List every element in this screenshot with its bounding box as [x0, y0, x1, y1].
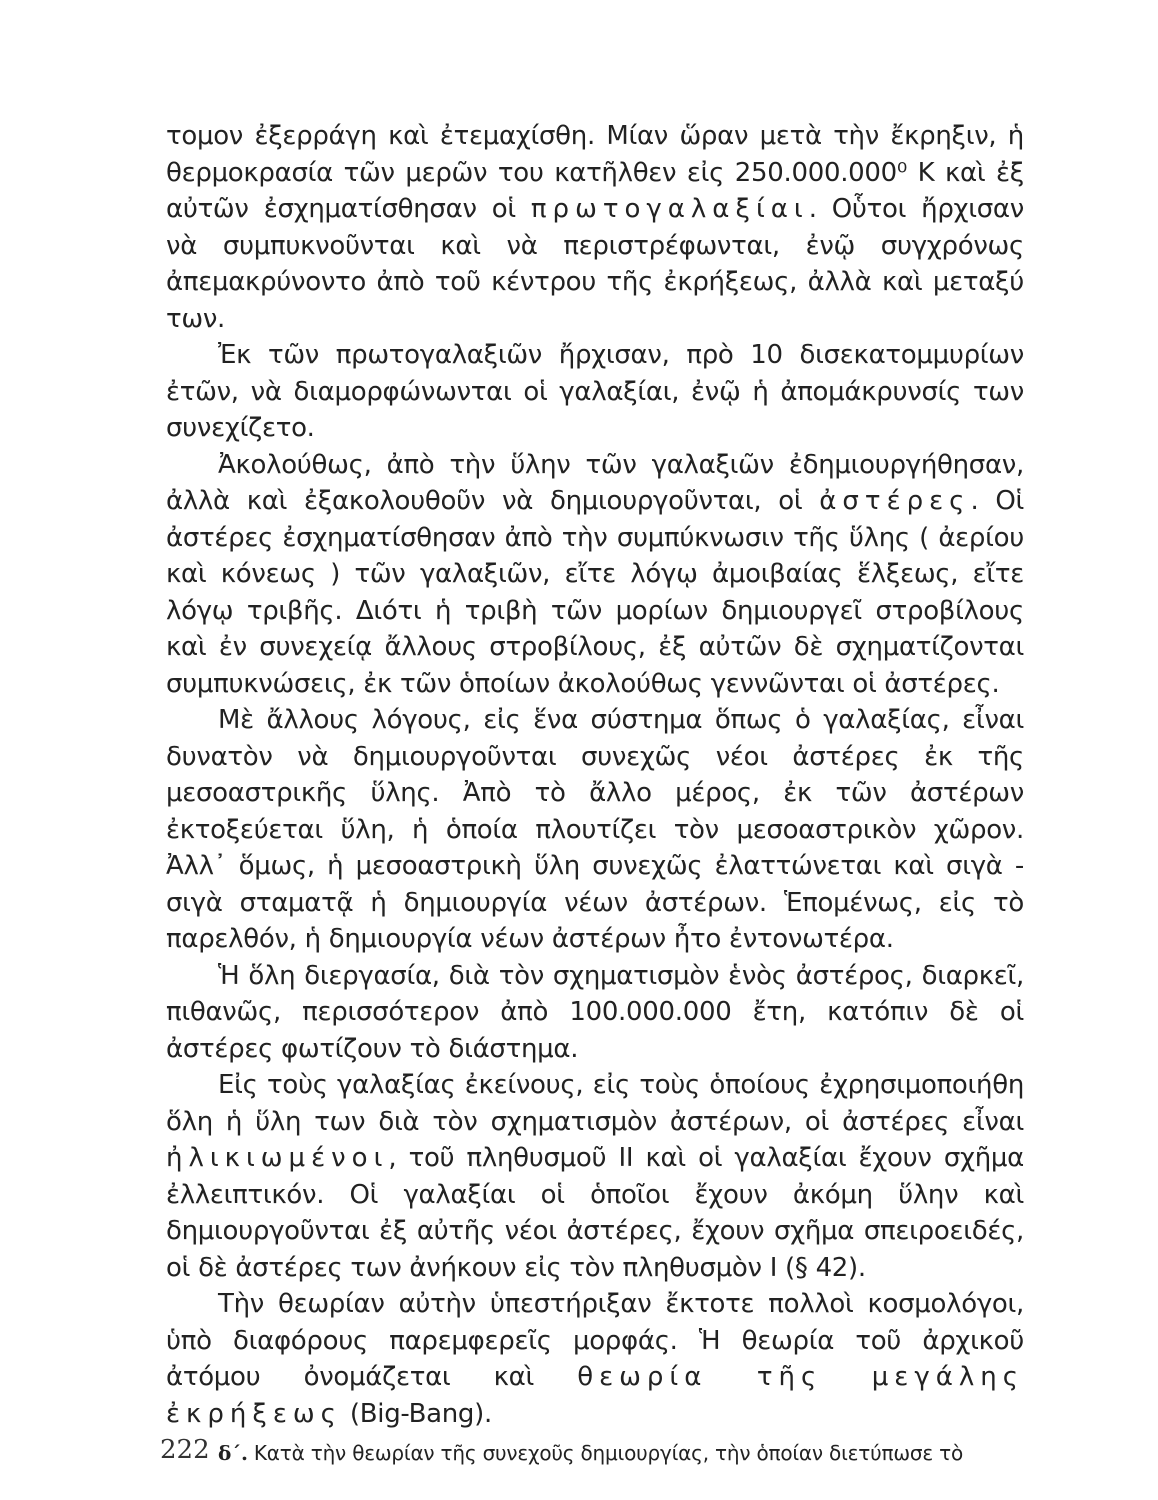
- paragraph-3: [166, 447, 1024, 703]
- text-run: Ἀκολούθως, ἀπὸ τὴν ὕλην τῶν γαλαξιῶν ἐδημιουργήθησαν, ἀλλὰ καὶ ἐξακολουθοῦν νὰ δημιουργοῦνται, οἱ: [166, 449, 1024, 516]
- paragraph-1: [166, 118, 1024, 337]
- spaced-term-protogalaxies: πρωτογαλαξίαι: [530, 194, 809, 224]
- page-body: [166, 118, 1024, 1468]
- text-run: Ἐκ τῶν πρωτογαλαξιῶν ἤρχισαν, πρὸ 10 δισεκατομμυρίων ἐτῶν, νὰ διαμορφώνωνται οἱ γαλαξίαι, ἐνῷ ἡ ἀπομάκρυνσίς των συνεχίζετο.: [166, 340, 1024, 443]
- paragraph-5: [166, 958, 1024, 1068]
- text-run: Μὲ ἄλλους λόγους, εἰς ἕνα σύστημα ὅπως ὁ γαλαξίας, εἶναι δυνατὸν νὰ δημιουργοῦνται συνεχῶς νέοι ἀστέρες ἐκ τῆς μεσοαστρικῆς ὕλης. Ἀπὸ τὸ ἄλλο μέρος, ἐκ τῶν ἀστέρων ἐκτοξεύεται ὕλη, ἡ ὁποία πλουτίζει τὸν μεσοαστρικὸν χῶρον. Ἀλλ᾿ ὅμως, ἡ μεσοαστρικὴ ὕλη συνεχῶς ἐλαττώνεται καὶ σιγὰ - σιγὰ σταματᾷ ἡ δημιουργία νέων ἀστέρων. Ἑπομένως, εἰς τὸ παρελθόν, ἡ δημιουργία νέων ἀστέρων ἦτο ἐντονωτέρα.: [166, 705, 1024, 954]
- paragraph-2: [166, 337, 1024, 447]
- paragraph-6: [166, 1067, 1024, 1286]
- text-run: . Οὗτοι ἤρχισαν νὰ συμπυκνοῦνται καὶ νὰ περιστρέφωνται, ἐνῷ συγχρόνως ἀπεμακρύνοντο ἀπὸ τοῦ κέντρου τῆς ἐκρήξεως, ἀλλὰ καὶ μεταξύ των.: [166, 194, 1024, 334]
- spaced-term-stars: ἀστέρες: [819, 486, 971, 516]
- section-text: Κατὰ τὴν θεωρίαν τῆς συνεχοῦς δημιουργίας, τὴν ὁποίαν διετύπωσε τὸ: [247, 1441, 963, 1465]
- text-run: Ἡ ὅλη διεργασία, διὰ τὸν σχηματισμὸν ἑνὸς ἀστέρος, διαρκεῖ, πιθανῶς, περισσότερον ἀπὸ 100.000.000 ἔτη, κατόπιν δὲ οἱ ἀστέρες φωτίζουν τὸ διάστημα.: [166, 960, 1024, 1064]
- text-run: . Οἱ ἀστέρες ἐσχηματίσθησαν ἀπὸ τὴν συμπύκνωσιν τῆς ὕλης ( ἀερίου καὶ κόνεως ) τῶν γαλαξιῶν, εἴτε λόγῳ ἀμοιβαίας ἕλξεως, εἴτε λόγῳ τριβῆς. Διότι ἡ τριβὴ τῶν μορίων δημιουργεῖ στροβίλους καὶ ἐν συνεχείᾳ ἄλλους στροβίλους, ἐξ αὐτῶν δὲ σχηματίζονται συμπυκνώσεις, ἐκ τῶν ὁποίων ἀκολούθως γεννῶνται οἱ ἀστέρες.: [166, 486, 1024, 699]
- spaced-term-big-bang: θεωρία τῆς μεγάλης ἐκρήξεως: [166, 1362, 1025, 1429]
- paragraph-4: [166, 702, 1024, 958]
- section-marker: δ΄.: [218, 1441, 248, 1465]
- page-number: 222: [160, 1435, 210, 1465]
- text-run: , τοῦ πληθυσμοῦ ΙΙ καὶ οἱ γαλαξίαι ἔχουν σχῆμα ἐλλειπτικόν. Οἱ γαλαξίαι οἱ ὁποῖοι ἔχουν ἀκόμη ὕλην καὶ δημιουργοῦνται ἐξ αὐτῆς νέοι ἀστέρες, ἔχουν σχῆμα σπειροειδές, οἱ δὲ ἀστέρες των ἀνήκουν εἰς τὸν πληθυσμὸν Ι (§ 42).: [166, 1143, 1024, 1283]
- paragraph-7: [166, 1286, 1024, 1432]
- text-run: (Big-Bang).: [341, 1398, 492, 1429]
- section-delta: [166, 1438, 1024, 1468]
- spaced-term-aged: ἠλικιωμένοι: [166, 1143, 389, 1173]
- text-run: Εἰς τοὺς γαλαξίας ἐκείνους, εἰς τοὺς ὁποίους ἐχρησιμοποιήθη ὅλη ἡ ὕλη των διὰ τὸν σχηματισμὸν ἀστέρων, οἱ ἀστέρες εἶναι: [166, 1070, 1024, 1137]
- text-run: τομον ἐξερράγη καὶ ἐτεμαχίσθη. Μίαν ὥραν μετὰ τὴν ἔκρηξιν, ἡ θερμοκρασία τῶν μερῶν του κατῆλθεν εἰς 250.000.000⁰ Κ καὶ ἐξ αὐτῶν ἐσχηματίσθησαν οἱ: [166, 121, 1024, 224]
- text-run: Τὴν θεωρίαν αὐτὴν ὑπεστήριξαν ἔκτοτε πολλοὶ κοσμολόγοι, ὑπὸ διαφόρους παρεμφερεῖς μορφάς. Ἡ θεωρία τοῦ ἀρχικοῦ ἀτόμου ὀνομάζεται καὶ: [166, 1289, 1024, 1392]
